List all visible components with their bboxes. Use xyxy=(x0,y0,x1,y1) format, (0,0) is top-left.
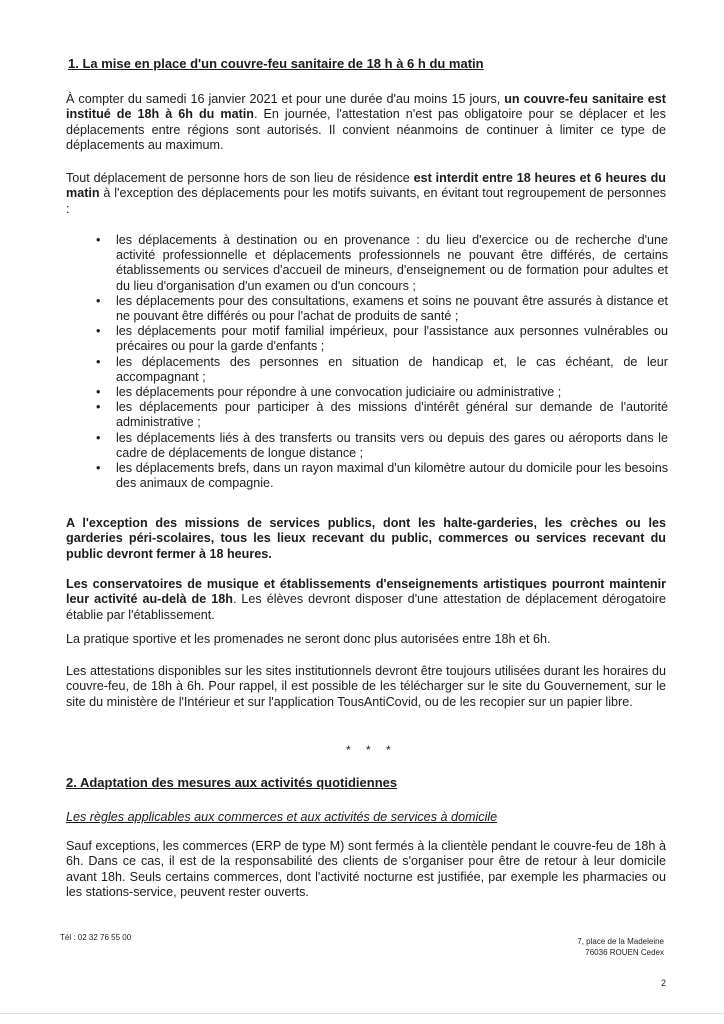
list-item: • les déplacements pour des consultations, examens et soins ne pouvant être assurés à distance et ne pouvant être différés ou pour l'achat de produits de santé ; xyxy=(96,294,668,324)
page-number: 2 xyxy=(660,978,666,988)
list-item: • les déplacements à destination ou en provenance : du lieu d'exercice ou de recherche d'une activité professionnelle et déplacements professionnels ne pouvant être différés, de certains établissements ou services d'accueil de mineurs, d'enseignement ou de formation pour adultes et du lieu d'organisation d'un examen ou d'un concours ; xyxy=(96,233,668,294)
list-item: • les déplacements pour répondre à une convocation judiciaire ou administrative ; xyxy=(96,385,668,400)
subsection-title: Les règles applicables aux commerces et aux activités de services à domicile xyxy=(66,810,498,824)
bold-text: est interdit entre 18 heures et 6 heures du matin xyxy=(66,171,666,201)
list-item: • les déplacements pour motif familial impérieux, pour l'assistance aux personnes vulnérables ou précaires ou pour la garde d'enfants ; xyxy=(96,324,668,354)
paragraph-attestations: Les attestations disponibles sur les sites institutionnels devront être toujours utilisées durant les horaires du couvre-feu, de 18h à 6h. Pour rappel, il est possible de les télécharger sur le site du Gouvernement, sur le site du ministère de l'Intérieur et sur l'application TousAntiCovid, ou de les recopier sur un papier libre. xyxy=(66,664,666,709)
bold-text: Les conservatoires de musique et établissements d'enseignements artistiques pourront maintenir leur activité au-delà de 18h xyxy=(66,577,666,607)
exceptions-list xyxy=(96,233,668,491)
list-item: • les déplacements pour participer à des missions d'intérêt général sur demande de l'autorité administrative ; xyxy=(96,400,668,430)
scan-edge-divider xyxy=(0,1013,724,1014)
list-item: • les déplacements des personnes en situation de handicap et, le cas échéant, de leur accompagnant ; xyxy=(96,355,668,385)
footer-address xyxy=(577,936,664,958)
list-item: • les déplacements brefs, dans un rayon maximal d'un kilomètre autour du domicile pour les besoins des animaux de compagnie. xyxy=(96,461,668,491)
paragraph-curfew-intro xyxy=(66,92,666,154)
paragraph-movement-restriction xyxy=(66,171,666,217)
address-line: 7, place de la Madeleine xyxy=(577,937,664,946)
footer-phone: Tél : 02 32 76 55 00 xyxy=(60,933,132,942)
section-1-title: 1. La mise en place d'un couvre-feu sanitaire de 18 h à 6 h du matin xyxy=(68,56,484,71)
paragraph-public-services: A l'exception des missions de services publics, dont les halte-garderies, les crèches ou les garderies péri-scolaires, tous les lieux recevant du public, commerces ou services recevant du public devront fermer à 18 heures. xyxy=(66,516,666,561)
text: à l'exception des déplacements pour les motifs suivants, en évitant tout regroupement de personnes : xyxy=(66,186,666,216)
section-2-title: 2. Adaptation des mesures aux activités quotidiennes xyxy=(66,775,398,790)
text: . Les élèves devront disposer d'une attestation de déplacement dérogatoire établie par l'établissement. xyxy=(66,592,667,622)
paragraph-conservatories xyxy=(66,577,666,623)
bold-text: un couvre-feu sanitaire est institué de 18h à 6h du matin xyxy=(66,92,666,122)
address-line: 76036 ROUEN Cedex xyxy=(585,948,664,957)
text: . En journée, l'attestation n'est pas obligatoire pour se déplacer et les déplacements entre régions sont autorisés. Il convient néanmoins de continuer à limiter ce type de déplacements au maximum. xyxy=(66,107,666,153)
section-separator: * * * xyxy=(346,743,397,757)
list-item: • les déplacements liés à des transferts ou transits vers ou depuis des gares ou aéroports dans le cadre de déplacements de longue distance ; xyxy=(96,431,668,461)
text: Tout déplacement de personne hors de son lieu de résidence xyxy=(66,171,414,185)
paragraph-shops: Sauf exceptions, les commerces (ERP de type M) sont fermés à la clientèle pendant le couvre-feu de 18h à 6h. Dans ce cas, il est de la responsabilité des clients de s'organiser pour être de retour à leur domicile avant 18h. Seuls certains commerces, dont l'activité nocturne est justifiée, par exemple les pharmacies ou les stations-service, peuvent rester ouverts. xyxy=(66,839,666,900)
paragraph-sports: La pratique sportive et les promenades ne seront donc plus autorisées entre 18h et 6h. xyxy=(66,632,551,646)
text: À compter du samedi 16 janvier 2021 et pour une durée d'au moins 15 jours, xyxy=(66,92,505,106)
